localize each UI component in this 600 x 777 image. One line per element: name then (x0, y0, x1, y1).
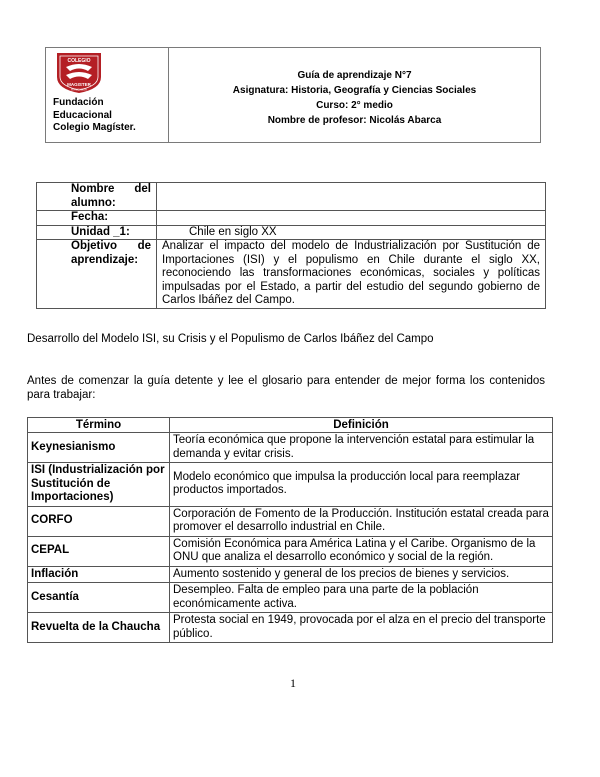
glossary-definition: Protesta social en 1949, provocada por el alza en el precio del transporte público. (170, 613, 553, 643)
date-row (37, 211, 546, 226)
name-row (37, 183, 546, 211)
glossary-term: Inflación (28, 566, 170, 583)
school-name (53, 97, 136, 135)
unit-label: Unidad _1: (37, 225, 157, 240)
glossary-definition: Modelo económico que impulsa la producción local para reemplazar productos importados. (170, 463, 553, 507)
definition-header: Definición (170, 418, 553, 433)
term-header: Término (28, 418, 170, 433)
guide-title: Guía de aprendizaje N°7 (297, 69, 412, 81)
glossary-term: Keynesianismo (28, 433, 170, 463)
table-row (28, 463, 553, 507)
table-row (28, 536, 553, 566)
table-row (28, 613, 553, 643)
school-line-1: Fundación (53, 97, 104, 108)
glossary-definition: Desempleo. Falta de empleo para una parte de la población económicamente activa. (170, 583, 553, 613)
unit-value: Chile en siglo XX (157, 225, 546, 240)
glossary-term: Revuelta de la Chaucha (28, 613, 170, 643)
objective-label: Objetivo de aprendizaje: (37, 240, 157, 309)
glossary-definition: Corporación de Fomento de la Producción. Institución estatal creada para promover el desarrollo industrial en Chile. (170, 506, 553, 536)
glossary-definition: Aumento sostenido y general de los precios de bienes y servicios. (170, 566, 553, 583)
table-row (28, 433, 553, 463)
logo-bottom-text: MAGISTER (67, 82, 91, 87)
school-line-3: Colegio Magíster. (53, 122, 136, 133)
glossary-term: CEPAL (28, 536, 170, 566)
page-number: 1 (290, 676, 296, 690)
date-label: Fecha: (37, 211, 157, 226)
glossary-term: ISI (Industrialización por Sustitución de Importaciones) (28, 463, 170, 507)
unit-row (37, 225, 546, 240)
student-info-table (36, 182, 546, 309)
intro-text: Antes de comenzar la guía detente y lee el glosario para entender de mejor forma los contenidos para trabajar: (27, 375, 545, 401)
header-school-cell (46, 48, 169, 142)
glossary-term: Cesantía (28, 583, 170, 613)
name-label: Nombre del alumno: (37, 183, 157, 211)
teacher-line: Nombre de profesor: Nicolás Abarca (267, 114, 442, 126)
glossary-definition: Comisión Económica para América Latina y el Caribe. Organismo de la ONU que analiza el desarrollo económico y social de la región. (170, 536, 553, 566)
name-value[interactable] (157, 183, 546, 211)
school-line-2: Educacional (53, 109, 112, 121)
subject-line: Asignatura: Historia, Geografía y Ciencias Sociales (232, 84, 477, 96)
logo-top-text: COLEGIO (67, 58, 91, 64)
glossary-term: CORFO (28, 506, 170, 536)
objective-value: Analizar el impacto del modelo de Industrialización por Sustitución de Importaciones (ISI) y el populismo en Chile durante el siglo XX, reconociendo las transformaciones económicas, sociales y políticas impulsadas por el Estado, a partir del estudio del segundo gobierno de Carlos Ibáñez del Campo. (157, 240, 546, 309)
section-title: Desarrollo del Modelo ISI, su Crisis y el Populismo de Carlos Ibáñez del Campo (27, 333, 434, 345)
header-box (45, 47, 541, 143)
glossary-header-row (28, 418, 553, 433)
table-row (28, 506, 553, 536)
logo-city-text: RANCAGUA (71, 87, 87, 92)
course-line: Curso: 2° medio (316, 99, 393, 111)
glossary-definition: Teoría económica que propone la intervención estatal para estimular la demanda y evitar crisis. (170, 433, 553, 463)
header-guide-cell (169, 48, 540, 142)
table-row (28, 566, 553, 583)
glossary-table (27, 417, 553, 643)
objective-row (37, 240, 546, 309)
table-row (28, 583, 553, 613)
date-value[interactable] (157, 211, 546, 226)
school-logo (54, 51, 104, 94)
